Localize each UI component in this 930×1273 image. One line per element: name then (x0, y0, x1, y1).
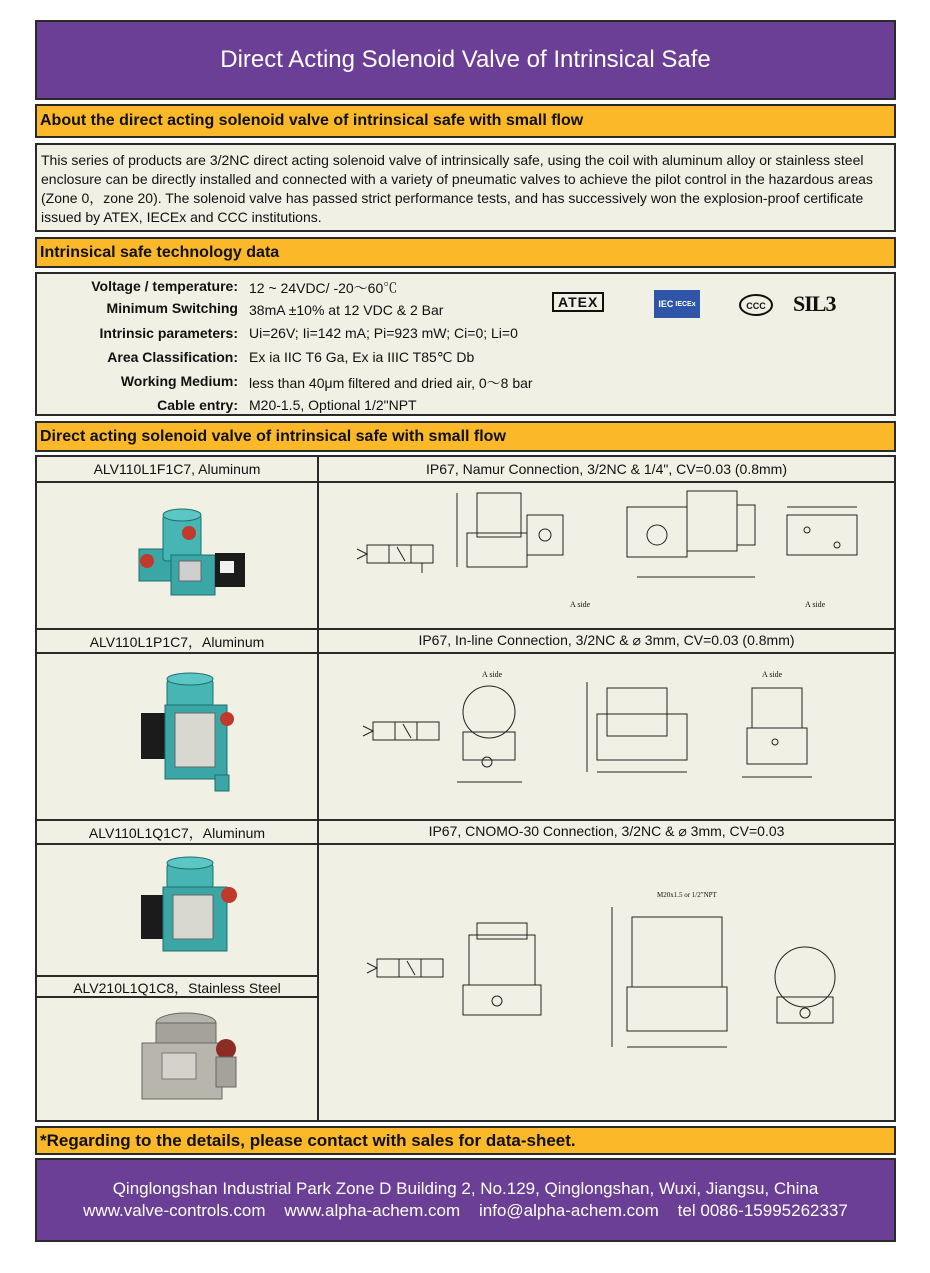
tech-value: 12 ~ 24VDC/ -20～60℃ (249, 280, 398, 296)
dimension-drawing-3 (337, 877, 887, 1077)
tech-row (37, 325, 898, 349)
about-paragraph-text: This series of products are 3/2NC direct acting solenoid valve of intrinsically safe, using the coil with aluminum alloy or stainless steel enclosure can be directly installed and connected with a variety of pneumatic valves to achieve the pilot control in the hazardous areas (Zone 0，zone 20). The solenoid valve has passed strict performance tests, and has successively won the explosion-proof certificate issued by ATEX, IECEx and CCC institutions. (41, 152, 873, 225)
valve-photo-4 (132, 1007, 252, 1107)
product-model-3: ALV110L1Q1C7，Aluminum (88, 825, 266, 841)
footer-address: Qinglongshan Industrial Park Zone D Building 2, No.129, Qinglongshan, Wuxi, Jiangsu, China (112, 1179, 819, 1198)
tech-value: 38mA ±10% at 12 VDC & 2 Bar (249, 302, 444, 318)
sil3-logo-text: SIL3 (793, 291, 836, 316)
valve-photo-2 (137, 669, 247, 799)
product-spec-1: IP67, Namur Connection, 3/2NC & 1/4", CV=0.03 (0.8mm) (426, 461, 787, 477)
atex-logo (552, 294, 604, 312)
page-title (35, 20, 896, 100)
product-model-2: ALV110L1P1C7，Aluminum (89, 634, 265, 650)
product-spec-2: IP67, In-line Connection, 3/2NC & ⌀ 3mm, CV=0.03 (0.8mm) (418, 632, 795, 648)
about-heading-text: About the direct acting solenoid valve of intrinsical safe with small flow (40, 112, 584, 129)
drawing-label-a-side: A side (762, 670, 783, 679)
drawing-label-a-side: A side (570, 600, 591, 609)
iecex-logo (654, 290, 700, 318)
tech-label: Intrinsic parameters: (99, 325, 238, 341)
tech-row (37, 397, 898, 421)
page-title-text: Direct Acting Solenoid Valve of Intrinsical Safe (220, 46, 711, 73)
about-paragraph (35, 143, 896, 232)
drawing-label-a-side: A side (805, 600, 826, 609)
tech-label: Voltage / temperature: (91, 278, 238, 294)
tech-value: less than 40μm filtered and dried air, 0～8 bar (249, 375, 533, 391)
tech-row (37, 373, 898, 397)
tech-value: M20-1.5, Optional 1/2"NPT (249, 397, 417, 413)
tech-label: Area Classification: (107, 349, 238, 365)
products-heading-text: Direct acting solenoid valve of intrinsical safe with small flow (40, 427, 506, 445)
dimension-drawing-2 (337, 662, 887, 812)
valve-photo-1 (125, 497, 255, 607)
product-model-4: ALV210L1Q1C8，Stainless Steel (73, 980, 281, 996)
notice-bar (35, 1126, 896, 1155)
atex-logo-text: ATEX (552, 292, 604, 312)
ccc-logo (739, 294, 773, 316)
drawing-label-a-side: A side (482, 670, 503, 679)
tech-row (37, 349, 898, 373)
product-spec-3: IP67, CNOMO-30 Connection, 3/2NC & ⌀ 3mm, CV=0.03 (428, 823, 785, 839)
tech-heading-text: Intrinsical safe technology data (40, 243, 280, 261)
tech-label: Working Medium: (120, 373, 238, 389)
notice-text: *Regarding to the details, please contact with sales for data-sheet. (40, 1130, 576, 1150)
products-heading (35, 421, 896, 452)
tech-label: Cable entry: (157, 397, 238, 413)
footer (35, 1158, 896, 1242)
products-table (35, 455, 896, 1122)
iecex-logo-text: IECEx (675, 300, 696, 308)
drawing-label-m20: M20x1.5 or 1/2"NPT (657, 891, 717, 899)
about-heading (35, 104, 896, 138)
iec-logo-text: IEC (658, 299, 674, 309)
sil3-logo (793, 291, 835, 317)
tech-value: Ui=26V; Ii=142 mA; Pi=923 mW; Ci=0; Li=0 (249, 325, 518, 341)
tech-label: Minimum Switching (106, 300, 238, 316)
tech-heading (35, 237, 896, 268)
svg-text:CCC: CCC (746, 301, 766, 311)
valve-photo-3 (137, 855, 247, 965)
product-model-1: ALV110L1F1C7, Aluminum (93, 461, 261, 477)
footer-contacts: www.valve-controls.com www.alpha-achem.com info@alpha-achem.com tel 0086-15995262337 (83, 1201, 848, 1220)
tech-table (35, 272, 896, 416)
dimension-drawing-1 (337, 485, 887, 625)
tech-value: Ex ia IIC T6 Ga, Ex ia IIIC T85℃ Db (249, 349, 475, 365)
